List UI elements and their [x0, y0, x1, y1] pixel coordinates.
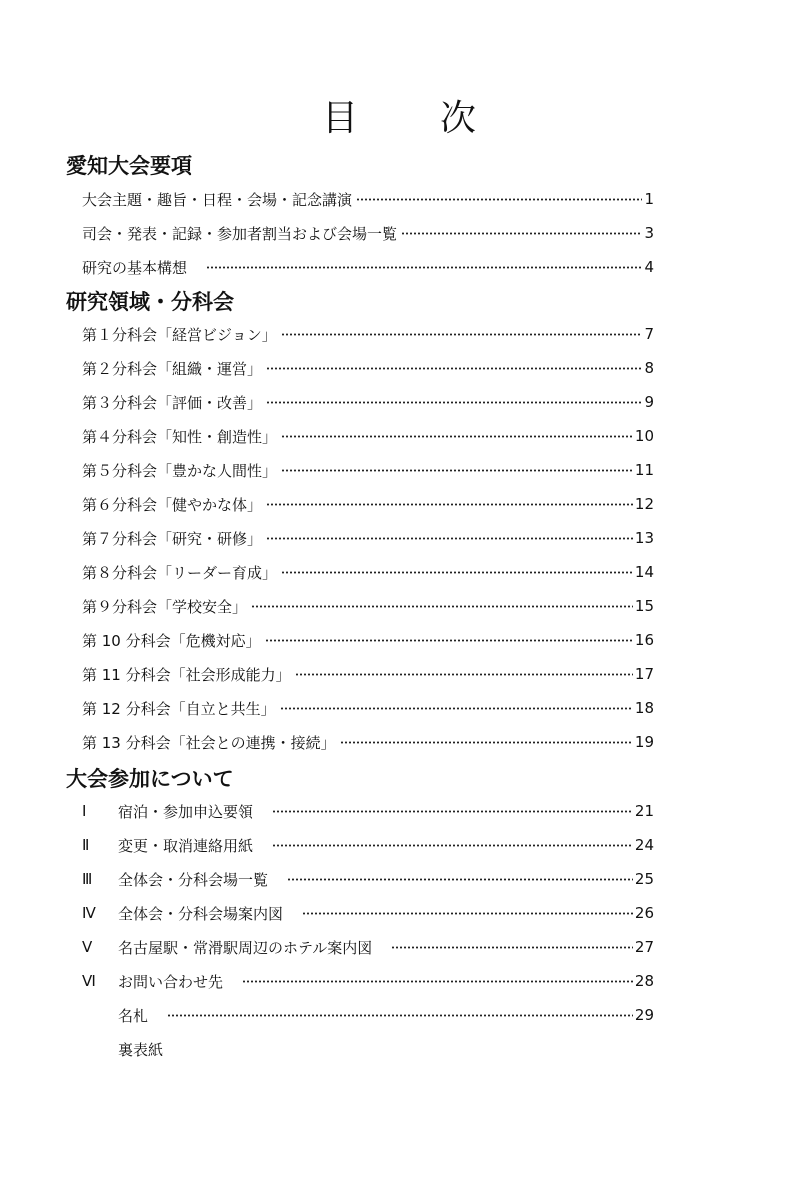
page-title	[0, 90, 800, 141]
toc-entry-label: お問い合わせ先	[118, 972, 239, 991]
toc-entry-label: 第４分科会「知性・創造性」	[82, 427, 278, 446]
toc-entry-label: 宿泊・参加申込要領	[118, 802, 269, 821]
toc-entry[interactable]	[82, 220, 654, 246]
leader-dots	[266, 367, 642, 370]
leader-dots	[280, 707, 633, 710]
toc-entry-page: 7	[644, 325, 654, 343]
leader-dots	[281, 469, 633, 472]
title-part-1: 目	[321, 98, 360, 139]
toc-entry-label: 司会・発表・記録・参加者割当および会場一覧	[82, 224, 398, 243]
toc-entry[interactable]	[82, 695, 654, 721]
toc-entry-label: 第１分科会「経営ビジョン」	[82, 325, 277, 344]
toc-entry[interactable]	[82, 457, 654, 483]
toc-entry[interactable]	[82, 186, 654, 212]
leader-dots	[391, 946, 633, 949]
toc-entry-page: 19	[634, 733, 654, 751]
toc-entry-label: 大会主題・趣旨・日程・会場・記念講演	[82, 190, 353, 209]
toc-entry-label: 第９分科会「学校安全」	[82, 597, 248, 616]
toc-entry-page: 15	[634, 597, 654, 615]
toc-entry-page: 13	[634, 529, 654, 547]
toc-entry-page: 14	[634, 563, 654, 581]
toc-entry[interactable]	[82, 355, 654, 381]
toc-entry-page: 27	[634, 938, 654, 956]
toc-entry-page: 3	[644, 224, 654, 242]
toc-entry[interactable]	[82, 593, 654, 619]
leader-dots	[206, 266, 642, 269]
leader-dots	[167, 1014, 633, 1017]
toc-entry-page: 26	[634, 904, 654, 922]
leader-dots	[242, 980, 633, 983]
title-part-2: 次	[440, 98, 479, 139]
toc-entry-page: 28	[634, 972, 654, 990]
leader-dots	[281, 333, 642, 336]
toc-entry[interactable]	[82, 832, 654, 858]
toc-entry-page: 10	[634, 427, 654, 445]
leader-dots	[356, 198, 642, 201]
toc-entry[interactable]	[118, 1036, 654, 1062]
leader-dots	[340, 741, 633, 744]
toc-entry-page: 9	[644, 393, 654, 411]
toc-entry-label: 変更・取消連絡用紙	[118, 836, 269, 855]
leader-dots	[266, 503, 633, 506]
toc-entry-label: 第 11 分科会「社会形成能力」	[82, 665, 291, 684]
toc-entry[interactable]	[82, 866, 654, 892]
section-heading-aichi-outline: 愛知大会要項	[66, 154, 192, 178]
section-heading-participation: 大会参加について	[66, 767, 234, 791]
toc-entry[interactable]	[82, 389, 654, 415]
leader-dots	[295, 673, 633, 676]
toc-entry-page: 12	[634, 495, 654, 513]
toc-entry-page: 25	[634, 870, 654, 888]
toc-entry-numeral: Ⅵ	[82, 972, 96, 990]
leader-dots	[266, 537, 633, 540]
toc-entry-numeral: Ⅱ	[82, 836, 90, 854]
toc-entry-label: 第６分科会「健やかな体」	[82, 495, 263, 514]
toc-entry[interactable]	[82, 321, 654, 347]
toc-entry-page: 21	[634, 802, 654, 820]
toc-entry-label: 第 12 分科会「自立と共生」	[82, 699, 276, 718]
toc-entry-numeral: Ⅲ	[82, 870, 93, 888]
toc-entry-page: 8	[644, 359, 654, 377]
toc-entry-label: 第５分科会「豊かな人間性」	[82, 461, 278, 480]
toc-entry-label: 全体会・分科会場一覧	[118, 870, 284, 889]
toc-entry-page: 29	[634, 1006, 654, 1024]
leader-dots	[265, 639, 633, 642]
toc-entry-label: 第 13 分科会「社会との連携・接続」	[82, 733, 336, 752]
toc-entry-page: 17	[634, 665, 654, 683]
toc-entry[interactable]	[82, 729, 654, 755]
toc-entry[interactable]	[82, 254, 654, 280]
toc-entry[interactable]	[82, 423, 654, 449]
toc-entry-label: 名札	[118, 1006, 164, 1025]
leader-dots	[287, 878, 633, 881]
leader-dots	[401, 232, 642, 235]
leader-dots	[302, 912, 633, 915]
leader-dots	[281, 435, 633, 438]
toc-entry[interactable]	[82, 934, 654, 960]
toc-entry-numeral: Ⅳ	[82, 904, 96, 922]
toc-entry-numeral: Ⅰ	[82, 802, 87, 820]
toc-entry-label: 第 10 分科会「危機対応」	[82, 631, 261, 650]
toc-entry[interactable]	[82, 525, 654, 551]
toc-entry-label: 裏表紙	[118, 1040, 164, 1059]
toc-entry-label: 第７分科会「研究・研修」	[82, 529, 263, 548]
section-heading-research-sessions: 研究領域・分科会	[66, 290, 234, 314]
leader-dots	[281, 571, 633, 574]
toc-entry-page: 11	[634, 461, 654, 479]
toc-entry[interactable]	[82, 968, 654, 994]
leader-dots	[272, 810, 633, 813]
toc-entry[interactable]	[82, 900, 654, 926]
toc-entry[interactable]	[82, 798, 654, 824]
leader-dots	[266, 401, 642, 404]
toc-entry-page: 1	[644, 190, 654, 208]
toc-entry[interactable]	[82, 491, 654, 517]
toc-entry-page: 18	[634, 699, 654, 717]
toc-entry[interactable]	[118, 1002, 654, 1028]
toc-entry-numeral: Ⅴ	[82, 938, 93, 956]
toc-entry-page: 4	[644, 258, 654, 276]
toc-entry-label: 名古屋駅・常滑駅周辺のホテル案内図	[118, 938, 388, 957]
leader-dots	[251, 605, 633, 608]
toc-entry-page: 16	[634, 631, 654, 649]
toc-entry-label: 第３分科会「評価・改善」	[82, 393, 263, 412]
toc-entry-label: 第２分科会「組織・運営」	[82, 359, 263, 378]
toc-entry-label: 全体会・分科会場案内図	[118, 904, 299, 923]
toc-entry-label: 研究の基本構想	[82, 258, 203, 277]
toc-entry-page: 24	[634, 836, 654, 854]
toc-entry[interactable]	[82, 559, 654, 585]
toc-entry[interactable]	[82, 627, 654, 653]
leader-dots	[272, 844, 633, 847]
toc-entry-label: 第８分科会「リーダー育成」	[82, 563, 278, 582]
toc-entry[interactable]	[82, 661, 654, 687]
